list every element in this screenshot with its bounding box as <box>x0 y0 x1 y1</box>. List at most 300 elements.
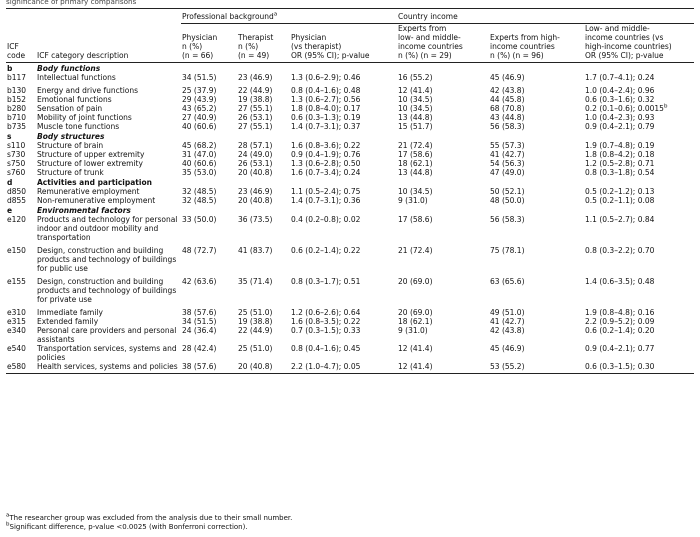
description-cell-text: Design, construction and building products and technology of buildings for public use <box>37 246 177 273</box>
physician-or-cell <box>290 168 397 177</box>
hic-cell-text: 41 (42.7) <box>490 317 525 326</box>
hic-cell-text: 68 (70.8) <box>490 104 525 113</box>
lmic-or-cell <box>584 344 694 362</box>
physician-or-cell-text: 1.2 (0.6–2.6); 0.64 <box>291 308 361 317</box>
icf-code-cell <box>6 362 36 374</box>
table-row <box>6 159 694 168</box>
therapist-cell <box>237 168 290 177</box>
physician-cell <box>181 273 237 304</box>
hic-cell-text: 49 (51.0) <box>490 308 525 317</box>
section-title: Activities and participation <box>37 178 152 187</box>
lmic-cell-text: 12 (41.4) <box>398 362 433 371</box>
icf-code-cell <box>6 122 36 131</box>
therapist-cell <box>237 196 290 205</box>
hic-cell-text: 56 (58.3) <box>490 215 525 224</box>
therapist-cell-text: 26 (53.1) <box>238 159 273 168</box>
therapist-cell-text: 22 (44.9) <box>238 86 273 95</box>
icf-code-cell-text: e340 <box>7 326 26 335</box>
lmic-header: Experts from low- and middle- income countries n (%) (n = 29) <box>397 24 489 63</box>
lmic-or-cell <box>584 82 694 95</box>
physician-cell <box>181 168 237 177</box>
description-cell <box>36 168 181 177</box>
lmic-or-cell <box>584 242 694 273</box>
table-row <box>6 326 694 344</box>
lmic-or-cell-text: 1.0 (0.4–2.4); 0.96 <box>585 86 655 95</box>
hic-cell <box>489 113 584 122</box>
table-row <box>6 141 694 150</box>
lmic-or-cell <box>584 73 694 82</box>
hic-cell <box>489 122 584 131</box>
lmic-cell <box>397 122 489 131</box>
physician-cell <box>181 215 237 242</box>
icf-code-cell <box>6 95 36 104</box>
description-cell <box>36 104 181 113</box>
physician-cell <box>181 82 237 95</box>
table-row <box>6 95 694 104</box>
description-cell <box>36 362 181 374</box>
physician-cell <box>181 362 237 374</box>
lmic-cell <box>397 362 489 374</box>
table-caption: significance of primary comparisons <box>6 0 137 6</box>
significance-mark: b <box>663 103 668 110</box>
physician-or-cell <box>290 215 397 242</box>
lmic-or-cell <box>584 113 694 122</box>
physician-or-cell <box>290 362 397 374</box>
professional-group-header: Professional background$^a$ <box>181 9 397 24</box>
description-cell <box>36 215 181 242</box>
description-cell <box>36 317 181 326</box>
hic-cell-text: 42 (43.8) <box>490 86 525 95</box>
therapist-cell <box>237 317 290 326</box>
lmic-cell-text: 12 (41.4) <box>398 344 433 353</box>
therapist-cell-text: 20 (40.8) <box>238 196 273 205</box>
physician-cell <box>181 196 237 205</box>
lmic-cell-text: 20 (69.0) <box>398 308 433 317</box>
code-header: ICF code <box>6 24 36 63</box>
icf-code-cell-text: e120 <box>7 215 26 224</box>
physician-or-cell <box>290 317 397 326</box>
icf-code-cell-text: e315 <box>7 317 26 326</box>
results-table <box>6 8 694 374</box>
physician-cell-text: 32 (48.5) <box>182 187 217 196</box>
physician-or-cell-text: 1.6 (0.8–3.6); 0.22 <box>291 141 361 150</box>
hic-cell-text: 56 (58.3) <box>490 122 525 131</box>
table-row <box>6 242 694 273</box>
table-row <box>6 344 694 362</box>
description-cell <box>36 242 181 273</box>
therapist-cell <box>237 215 290 242</box>
lmic-or-cell <box>584 273 694 304</box>
section-letter: b <box>7 64 13 73</box>
lmic-cell <box>397 196 489 205</box>
icf-code-cell <box>6 242 36 273</box>
therapist-cell <box>237 122 290 131</box>
description-cell <box>36 82 181 95</box>
icf-code-cell-text: b280 <box>7 104 27 113</box>
lmic-cell <box>397 344 489 362</box>
hic-cell <box>489 344 584 362</box>
physician-or-cell-text: 2.2 (1.0–4.7); 0.05 <box>291 362 361 371</box>
icf-code-cell <box>6 82 36 95</box>
description-cell-text: Structure of upper extremity <box>37 150 145 159</box>
table-row <box>6 122 694 131</box>
hic-cell-text: 50 (52.1) <box>490 187 525 196</box>
lmic-cell <box>397 150 489 159</box>
lmic-or-cell-text: 0.5 (0.2–1.1); 0.08 <box>585 196 655 205</box>
lmic-or-cell <box>584 215 694 242</box>
physician-or-cell-text: 1.4 (0.7–3.1); 0.37 <box>291 122 361 131</box>
lmic-cell-text: 13 (44.8) <box>398 168 433 177</box>
physician-or-cell <box>290 73 397 82</box>
physician-or-cell-text: 0.6 (0.3–1.3); 0.19 <box>291 113 361 122</box>
therapist-cell-text: 23 (46.9) <box>238 187 273 196</box>
table-row <box>6 113 694 122</box>
icf-code-cell-text: b117 <box>7 73 27 82</box>
lmic-cell <box>397 215 489 242</box>
table-body <box>6 63 694 374</box>
physician-vs-therapist-header: Physician (vs therapist) OR (95% CI); p-value <box>290 24 397 63</box>
footnote-b: $^b$Significant difference, p-value <0.0025 (with Bonferroni correction). <box>6 521 248 531</box>
description-header: ICF category description <box>36 24 181 63</box>
description-cell <box>36 159 181 168</box>
physician-or-cell <box>290 113 397 122</box>
physician-cell <box>181 141 237 150</box>
description-cell <box>36 196 181 205</box>
icf-code-cell <box>6 187 36 196</box>
therapist-cell <box>237 104 290 113</box>
hic-cell <box>489 150 584 159</box>
description-cell <box>36 113 181 122</box>
lmic-cell-text: 12 (41.4) <box>398 86 433 95</box>
icf-code-cell <box>6 344 36 362</box>
description-cell <box>36 273 181 304</box>
physician-or-cell-text: 1.3 (0.6–2.7); 0.56 <box>291 95 361 104</box>
hic-cell-text: 44 (45.8) <box>490 95 525 104</box>
description-cell-text: Structure of trunk <box>37 168 104 177</box>
lmic-or-cell-text: 1.9 (0.8–4.8); 0.16 <box>585 308 655 317</box>
table-row <box>6 82 694 95</box>
physician-or-cell <box>290 273 397 304</box>
physician-cell-text: 38 (57.6) <box>182 362 217 371</box>
physician-cell-text: 43 (65.2) <box>182 104 217 113</box>
lmic-or-cell-text: 0.5 (0.2–1.2); 0.13 <box>585 187 655 196</box>
physician-cell-text: 24 (36.4) <box>182 326 217 335</box>
icf-code-cell-text: b152 <box>7 95 27 104</box>
lmic-cell <box>397 104 489 113</box>
icf-code-cell <box>6 113 36 122</box>
hic-cell-text: 42 (43.8) <box>490 326 525 335</box>
lmic-cell-text: 9 (31.0) <box>398 326 428 335</box>
description-cell <box>36 304 181 317</box>
hic-cell <box>489 187 584 196</box>
group-header-row <box>6 9 694 24</box>
lmic-or-cell <box>584 326 694 344</box>
lmic-or-cell-text: 0.8 (0.3–1.8); 0.54 <box>585 168 655 177</box>
physician-cell <box>181 304 237 317</box>
therapist-cell <box>237 150 290 159</box>
physician-cell <box>181 187 237 196</box>
physician-cell <box>181 104 237 113</box>
column-header-row <box>6 24 694 63</box>
lmic-or-cell-text: 1.4 (0.6–3.5); 0.48 <box>585 277 655 286</box>
lmic-or-cell <box>584 95 694 104</box>
physician-or-cell-text: 0.6 (0.2–1.4); 0.22 <box>291 246 361 255</box>
section-letter: d <box>7 178 13 187</box>
physician-or-cell <box>290 95 397 104</box>
description-cell-text: Emotional functions <box>37 95 112 104</box>
physician-cell-text: 48 (72.7) <box>182 246 217 255</box>
section-letter: s <box>7 132 12 141</box>
table-row <box>6 196 694 205</box>
therapist-header: Therapist n (%) (n = 49) <box>237 24 290 63</box>
lmic-cell-text: 20 (69.0) <box>398 277 433 286</box>
lmic-cell-text: 10 (34.5) <box>398 187 433 196</box>
description-cell-text: Energy and drive functions <box>37 86 139 95</box>
physician-cell-text: 45 (68.2) <box>182 141 217 150</box>
lmic-or-cell-text: 0.9 (0.4–2.1); 0.77 <box>585 344 655 353</box>
physician-or-cell-text: 1.6 (0.8–3.5); 0.22 <box>291 317 361 326</box>
physician-or-cell-text: 1.8 (0.8–4.0); 0.17 <box>291 104 361 113</box>
hic-cell-text: 75 (78.1) <box>490 246 525 255</box>
lmic-cell <box>397 82 489 95</box>
table-row <box>6 273 694 304</box>
icf-code-cell-text: s730 <box>7 150 26 159</box>
physician-or-cell <box>290 196 397 205</box>
hic-cell-text: 55 (57.3) <box>490 141 525 150</box>
icf-code-cell <box>6 215 36 242</box>
lmic-or-cell-text: 0.2 (0.1–0.6); 0.0015 <box>585 104 664 113</box>
therapist-cell <box>237 141 290 150</box>
physician-cell-text: 33 (50.0) <box>182 215 217 224</box>
therapist-cell-text: 27 (55.1) <box>238 122 273 131</box>
therapist-cell-text: 19 (38.8) <box>238 95 273 104</box>
lmic-cell-text: 17 (58.6) <box>398 215 433 224</box>
icf-code-cell <box>6 104 36 113</box>
lmic-cell-text: 10 (34.5) <box>398 104 433 113</box>
table-row <box>6 362 694 374</box>
physician-cell-text: 32 (48.5) <box>182 196 217 205</box>
hic-cell-text: 41 (42.7) <box>490 150 525 159</box>
icf-code-cell <box>6 304 36 317</box>
hic-header: Experts from high- income countries n (%) (n = 96) <box>489 24 584 63</box>
icf-code-cell <box>6 141 36 150</box>
icf-code-cell-text: d850 <box>7 187 27 196</box>
icf-code-cell <box>6 317 36 326</box>
table-row <box>6 150 694 159</box>
description-cell-text: Immediate family <box>37 308 103 317</box>
therapist-cell-text: 20 (40.8) <box>238 362 273 371</box>
physician-or-cell <box>290 344 397 362</box>
therapist-cell <box>237 187 290 196</box>
physician-or-cell-text: 1.3 (0.6–2.8); 0.50 <box>291 159 361 168</box>
therapist-cell-text: 27 (55.1) <box>238 104 273 113</box>
section-letter-row <box>6 63 694 74</box>
physician-or-cell-text: 1.3 (0.6–2.9); 0.46 <box>291 73 361 82</box>
icf-code-cell <box>6 326 36 344</box>
icf-code-cell <box>6 159 36 168</box>
hic-cell <box>489 82 584 95</box>
physician-or-cell-text: 0.7 (0.3–1.5); 0.33 <box>291 326 361 335</box>
table-row <box>6 73 694 82</box>
therapist-cell <box>237 159 290 168</box>
physician-or-cell <box>290 141 397 150</box>
therapist-cell-text: 36 (73.5) <box>238 215 273 224</box>
physician-or-cell <box>290 150 397 159</box>
description-cell-text: Design, construction and building products and technology of buildings for private use <box>37 277 177 304</box>
lmic-or-cell <box>584 304 694 317</box>
icf-code-cell-text: s110 <box>7 141 26 150</box>
lmic-cell-text: 9 (31.0) <box>398 196 428 205</box>
physician-or-cell <box>290 159 397 168</box>
lmic-or-cell-text: 0.6 (0.3–1.6); 0.32 <box>585 95 655 104</box>
country-group-header: Country income <box>397 9 694 24</box>
physician-cell-text: 34 (51.5) <box>182 73 217 82</box>
icf-code-cell <box>6 273 36 304</box>
lmic-or-cell <box>584 187 694 196</box>
hic-cell <box>489 104 584 113</box>
physician-or-cell <box>290 326 397 344</box>
physician-or-cell-text: 1.1 (0.5–2.4); 0.75 <box>291 187 361 196</box>
physician-or-cell-text: 1.4 (0.7–3.1); 0.36 <box>291 196 361 205</box>
description-cell-text: Products and technology for personal indoor and outdoor mobility and transportation <box>37 215 178 242</box>
icf-code-cell-text: e150 <box>7 246 26 255</box>
lmic-cell <box>397 326 489 344</box>
icf-code-cell-text: b710 <box>7 113 27 122</box>
table-row <box>6 304 694 317</box>
physician-cell-text: 34 (51.5) <box>182 317 217 326</box>
lmic-cell-text: 18 (62.1) <box>398 159 433 168</box>
icf-code-cell-text: d855 <box>7 196 27 205</box>
hic-cell <box>489 304 584 317</box>
lmic-or-cell <box>584 159 694 168</box>
lmic-or-cell-text: 1.7 (0.7–4.1); 0.24 <box>585 73 655 82</box>
lmic-or-cell-text: 1.8 (0.8–4.2); 0.18 <box>585 150 655 159</box>
hic-cell <box>489 159 584 168</box>
lmic-or-cell-text: 0.8 (0.3–2.2); 0.70 <box>585 246 655 255</box>
physician-or-cell <box>290 122 397 131</box>
lmic-or-cell <box>584 317 694 326</box>
lmic-or-cell-text: 0.6 (0.3–1.5); 0.30 <box>585 362 655 371</box>
lmic-cell-text: 21 (72.4) <box>398 246 433 255</box>
therapist-cell <box>237 113 290 122</box>
description-cell <box>36 344 181 362</box>
lmic-cell-text: 17 (58.6) <box>398 150 433 159</box>
physician-cell-text: 29 (43.9) <box>182 95 217 104</box>
physician-cell-text: 38 (57.6) <box>182 308 217 317</box>
physician-or-cell <box>290 242 397 273</box>
table-row <box>6 168 694 177</box>
therapist-cell <box>237 73 290 82</box>
description-cell <box>36 95 181 104</box>
lmic-or-cell <box>584 104 694 113</box>
lmic-cell-text: 15 (51.7) <box>398 122 433 131</box>
therapist-cell <box>237 304 290 317</box>
hic-cell <box>489 273 584 304</box>
hic-cell <box>489 196 584 205</box>
description-cell <box>36 141 181 150</box>
physician-or-cell-text: 0.8 (0.4–1.6); 0.45 <box>291 344 361 353</box>
icf-code-cell <box>6 196 36 205</box>
description-cell <box>36 326 181 344</box>
therapist-cell <box>237 242 290 273</box>
therapist-cell <box>237 273 290 304</box>
lmic-or-cell-text: 1.9 (0.7–4.8); 0.19 <box>585 141 655 150</box>
description-cell-text: Non-remunerative employment <box>37 196 156 205</box>
hic-cell-text: 47 (49.0) <box>490 168 525 177</box>
physician-cell-text: 25 (37.9) <box>182 86 217 95</box>
physician-or-cell-text: 0.8 (0.4–1.6); 0.48 <box>291 86 361 95</box>
therapist-cell-text: 26 (53.1) <box>238 113 273 122</box>
hic-cell-text: 43 (44.8) <box>490 113 525 122</box>
lmic-or-cell <box>584 141 694 150</box>
physician-cell-text: 31 (47.0) <box>182 150 217 159</box>
description-cell-text: Muscle tone functions <box>37 122 120 131</box>
lmic-cell <box>397 73 489 82</box>
physician-or-cell <box>290 187 397 196</box>
lmic-or-cell <box>584 122 694 131</box>
physician-or-cell-text: 0.8 (0.3–1.7); 0.51 <box>291 277 361 286</box>
lmic-or-cell <box>584 168 694 177</box>
footnote-a: $^a$The researcher group was excluded from the analysis due to their small number. <box>6 512 293 522</box>
lmic-cell-text: 16 (55.2) <box>398 73 433 82</box>
hic-cell-text: 53 (55.2) <box>490 362 525 371</box>
section-title: Body functions <box>37 64 101 73</box>
therapist-cell-text: 23 (46.9) <box>238 73 273 82</box>
table-row <box>6 215 694 242</box>
physician-cell <box>181 150 237 159</box>
lmic-or-cell-text: 2.2 (0.9–5.2); 0.09 <box>585 317 655 326</box>
physician-cell <box>181 344 237 362</box>
physician-or-cell-text: 0.9 (0.4–1.9); 0.76 <box>291 150 361 159</box>
lmic-cell <box>397 159 489 168</box>
section-letter-row <box>6 177 694 187</box>
hic-cell <box>489 326 584 344</box>
description-cell-text: Sensation of pain <box>37 104 103 113</box>
therapist-cell-text: 25 (51.0) <box>238 344 273 353</box>
icf-code-cell-text: s760 <box>7 168 26 177</box>
lmic-cell <box>397 187 489 196</box>
description-cell <box>36 122 181 131</box>
lmic-or-cell-text: 1.1 (0.5–2.7); 0.84 <box>585 215 655 224</box>
lmic-cell <box>397 95 489 104</box>
physician-or-cell-text: 1.6 (0.7–3.4); 0.24 <box>291 168 361 177</box>
description-cell <box>36 187 181 196</box>
therapist-cell-text: 24 (49.0) <box>238 150 273 159</box>
hic-cell <box>489 141 584 150</box>
description-cell <box>36 73 181 82</box>
lmic-cell-text: 10 (34.5) <box>398 95 433 104</box>
description-cell <box>36 150 181 159</box>
lmic-or-cell-text: 1.0 (0.4–2.3); 0.93 <box>585 113 655 122</box>
icf-code-cell <box>6 150 36 159</box>
lmic-cell <box>397 242 489 273</box>
lmic-or-cell-text: 0.6 (0.2–1.4); 0.20 <box>585 326 655 335</box>
physician-cell-text: 35 (53.0) <box>182 168 217 177</box>
table-row <box>6 104 694 113</box>
therapist-cell-text: 22 (44.9) <box>238 326 273 335</box>
section-letter: e <box>7 206 13 215</box>
physician-or-cell-text: 0.4 (0.2–0.8); 0.02 <box>291 215 361 224</box>
therapist-cell-text: 25 (51.0) <box>238 308 273 317</box>
lmic-or-cell-text: 1.2 (0.5–2.8); 0.71 <box>585 159 655 168</box>
description-cell-text: Structure of lower extremity <box>37 159 143 168</box>
description-cell-text: Remunerative employment <box>37 187 140 196</box>
physician-cell-text: 40 (60.6) <box>182 159 217 168</box>
therapist-cell-text: 19 (38.8) <box>238 317 273 326</box>
physician-cell <box>181 122 237 131</box>
physician-or-cell <box>290 304 397 317</box>
physician-cell-text: 42 (63.6) <box>182 277 217 286</box>
